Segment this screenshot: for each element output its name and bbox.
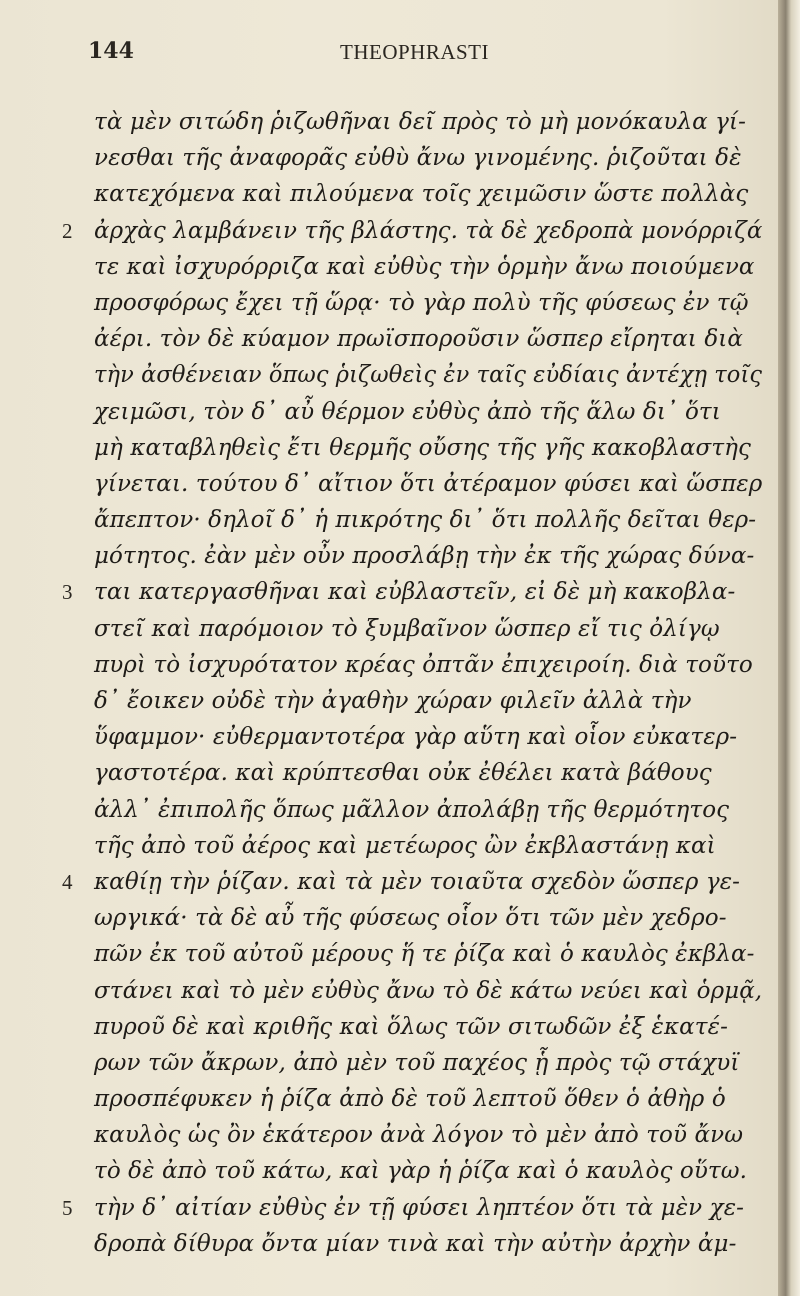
text-line <box>94 321 762 357</box>
page-number: 144 <box>88 38 134 64</box>
line-text: ωργικά· τὰ δὲ αὖ τῆς φύσεως οἷον ὅτι τῶν μὲν χεδρο- <box>94 905 727 932</box>
text-line <box>94 538 762 574</box>
line-text: ἀέρι. τὸν δὲ κύαμον πρωϊσποροῦσιν ὥσπερ εἴρηται διὰ <box>94 326 744 353</box>
text-line <box>94 430 762 466</box>
text-line <box>94 394 762 430</box>
text-line <box>62 864 762 900</box>
line-text: μότητος. ἐὰν μὲν οὖν προσλάβῃ τὴν ἐκ τῆς χώρας δύνα- <box>94 543 755 570</box>
line-text: δ᾽ ἔοικεν οὐδὲ τὴν ἀγαθὴν χώραν φιλεῖν ἀλλὰ τὴν <box>94 688 692 714</box>
text-line <box>94 1081 762 1117</box>
text-line <box>94 755 762 791</box>
text-line <box>94 285 762 321</box>
text-line <box>94 936 762 972</box>
line-text: ρων τῶν ἄκρων, ἀπὸ μὲν τοῦ παχέος ᾗ πρὸς τῷ στάχυϊ <box>94 1049 740 1076</box>
line-text: τὸ δὲ ἀπὸ τοῦ κάτω, καὶ γὰρ ἡ ῥίζα καὶ ὁ καυλὸς οὕτω. <box>94 1158 747 1185</box>
line-text: τε καὶ ἰσχυρόρριζα καὶ εὐθὺς τὴν ὁρμὴν ἄνω ποιούμενα <box>94 253 755 280</box>
text-line <box>94 249 762 285</box>
text-line <box>62 213 763 249</box>
section-number: 2 <box>62 218 73 243</box>
text-line <box>94 1153 762 1189</box>
line-text: προσφόρως ἔχει τῇ ὥρᾳ· τὸ γὰρ πολὺ τῆς φύσεως ἐν τῷ <box>94 289 749 316</box>
section-number: 3 <box>62 580 73 605</box>
text-line <box>94 611 762 647</box>
line-text: προσπέφυκεν ἡ ῥίζα ἀπὸ δὲ τοῦ λεπτοῦ ὅθεν ὁ ἀθὴρ ὁ <box>94 1086 726 1113</box>
line-text: καθίῃ τὴν ῥίζαν. καὶ τὰ μὲν τοιαῦτα σχεδὸν ὥσπερ γε- <box>94 868 741 895</box>
line-text: πυρὶ τὸ ἰσχυρότατον κρέας ὀπτᾶν ἐπιχειροίη. διὰ τοῦτο <box>94 651 753 678</box>
line-text: κατεχόμενα καὶ πιλούμενα τοῖς χειμῶσιν ὥστε πολλὰς <box>94 181 749 208</box>
line-text: χειμῶσι, τὸν δ᾽ αὖ θέρμον εὐθὺς ἀπὸ τῆς ἅλω δι᾽ ὅτι <box>94 398 721 425</box>
line-text: στεῖ καὶ παρόμοιον τὸ ξυμβαῖνον ὥσπερ εἴ τις ὀλίγῳ <box>94 615 720 642</box>
page-header <box>88 38 728 78</box>
text-line <box>94 719 762 755</box>
line-text: ται κατεργασθῆναι καὶ εὐβλαστεῖν, εἰ δὲ μὴ κακοβλα- <box>94 579 736 606</box>
text-line <box>94 466 762 502</box>
text-line <box>94 1009 762 1045</box>
text-line <box>94 176 762 212</box>
line-text: πῶν ἐκ τοῦ αὐτοῦ μέρους ἥ τε ῥίζα καὶ ὁ καυλὸς ἐκβλα- <box>94 941 755 968</box>
line-text: δροπὰ δίθυρα ὄντα μίαν τινὰ καὶ τὴν αὐτὴν ἀρχὴν ἀμ- <box>94 1230 737 1257</box>
text-line <box>94 1117 762 1153</box>
text-line <box>62 574 762 610</box>
text-line <box>94 683 762 719</box>
line-text: ἀλλ᾽ ἐπιπολῆς ὅπως μᾶλλον ἀπολάβῃ τῆς θερμότητος <box>94 796 730 823</box>
text-line <box>94 502 762 538</box>
text-line <box>94 140 762 176</box>
section-number: 4 <box>62 869 73 894</box>
book-binding-edge <box>778 0 800 1296</box>
line-text: ἄπεπτον· δηλοῖ δ᾽ ἡ πικρότης δι᾽ ὅτι πολλῆς δεῖται θερ- <box>94 507 757 534</box>
text-line <box>94 828 762 864</box>
text-line <box>94 357 762 393</box>
text-line <box>62 1190 762 1226</box>
line-text: ὕφαμμον· εὐθερμαντοτέρα γὰρ αὕτη καὶ οἷον εὐκατερ- <box>94 724 738 751</box>
running-title: THEOPHRASTI <box>340 40 490 64</box>
text-line <box>94 104 762 140</box>
line-text: μὴ καταβληθεὶς ἔτι θερμῆς οὔσης τῆς γῆς κακοβλαστὴς <box>94 434 752 461</box>
greek-text-body <box>62 104 763 1262</box>
text-line <box>94 1045 762 1081</box>
line-text: τὴν δ᾽ αἰτίαν εὐθὺς ἐν τῇ φύσει ληπτέον ὅτι τὰ μὲν χε- <box>94 1194 745 1221</box>
text-line <box>94 647 762 683</box>
line-text: γίνεται. τούτου δ᾽ αἴτιον ὅτι ἀτέραμον φύσει καὶ ὥσπερ <box>94 470 763 497</box>
line-text: τὴν ἀσθένειαν ὅπως ῥιζωθεὶς ἐν ταῖς εὐδίαις ἀντέχῃ τοῖς <box>94 362 763 389</box>
text-line <box>94 973 762 1009</box>
text-line <box>94 900 762 936</box>
line-text: γαστοτέρα. καὶ κρύπτεσθαι οὐκ ἐθέλει κατὰ βάθους <box>94 760 712 787</box>
text-line <box>94 792 762 828</box>
line-text: τῆς ἀπὸ τοῦ ἀέρος καὶ μετέωρος ὢν ἐκβλαστάνῃ καὶ <box>94 832 716 859</box>
line-text: ἀρχὰς λαμβάνειν τῆς βλάστης. τὰ δὲ χεδροπὰ μονόρριζά <box>94 217 763 244</box>
text-line <box>94 1226 762 1262</box>
line-text: πυροῦ δὲ καὶ κριθῆς καὶ ὅλως τῶν σιτωδῶν ἐξ ἑκατέ- <box>94 1013 728 1040</box>
line-text: τὰ μὲν σιτώδη ῥιζωθῆναι δεῖ πρὸς τὸ μὴ μονόκαυλα γί- <box>94 109 747 135</box>
line-text: στάνει καὶ τὸ μὲν εὐθὺς ἄνω τὸ δὲ κάτω νεύει καὶ ὁρμᾷ, <box>94 977 763 1004</box>
line-text: καυλὸς ὡς ὂν ἑκάτερον ἀνὰ λόγον τὸ μὲν ἀπὸ τοῦ ἄνω <box>94 1122 744 1149</box>
line-text: νεσθαι τῆς ἀναφορᾶς εὐθὺ ἄνω γινομένης. ῥιζοῦται δὲ <box>94 145 742 172</box>
section-number: 5 <box>62 1195 73 1220</box>
